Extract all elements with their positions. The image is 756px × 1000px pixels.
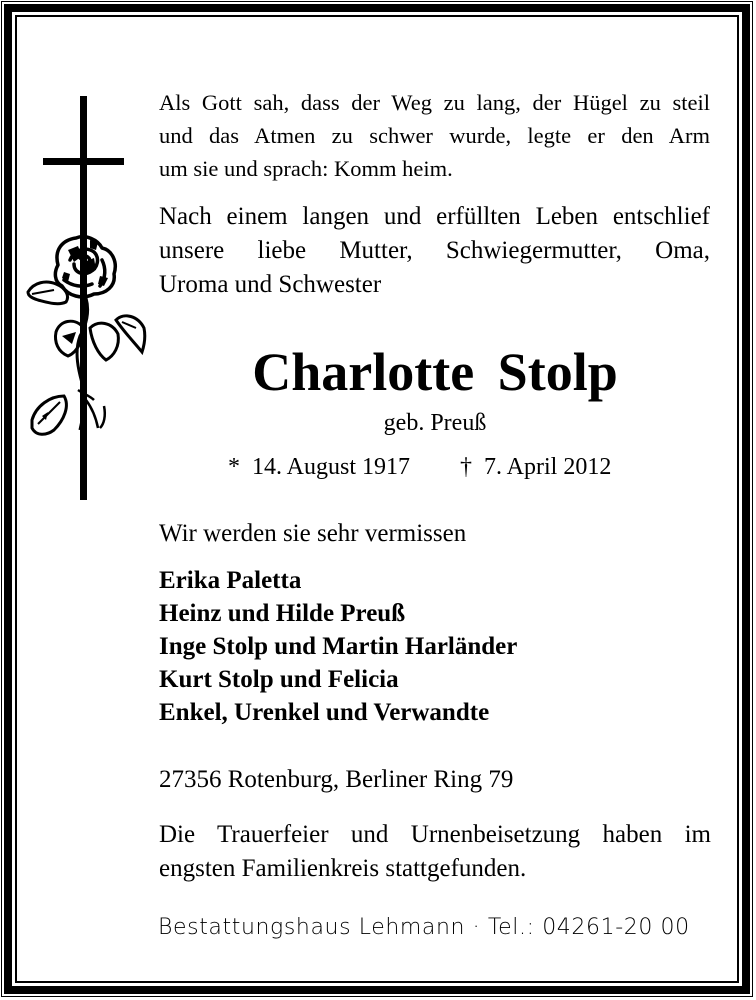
mourner: Kurt Stolp und Felicia (159, 666, 399, 693)
death-date: † 7. April 2012 (460, 454, 612, 480)
poem-line: Als Gott sah, dass der Weg zu lang, der Hügel zu steil (159, 90, 710, 115)
intro-line: Nach einem langen und erfüllten Leben entschlief (159, 203, 710, 230)
intro-text (159, 200, 710, 302)
poem-line: und das Atmen zu schwer wurde, legte er den Arm (159, 123, 710, 148)
address: 27356 Rotenburg, Berliner Ring 79 (159, 766, 514, 793)
poem-line: um sie und sprach: Komm heim. (159, 156, 453, 181)
deceased-name: Charlotte Stolp (252, 342, 618, 402)
maiden-name: geb. Preuß (383, 410, 487, 436)
poem-quote (159, 86, 710, 185)
mourner: Enkel, Urenkel und Verwandte (159, 699, 490, 726)
mourner: Inge Stolp und Martin Harländer (159, 633, 518, 660)
mourners-list (159, 564, 517, 729)
funeral-line: engsten Familienkreis stattgefunden. (159, 855, 527, 882)
mourner: Heinz und Hilde Preuß (159, 600, 406, 627)
funeral-info (159, 818, 711, 886)
undertaker-contact: Bestattungshaus Lehmann · Tel.: 04261-20 00 (158, 915, 690, 940)
cross-with-rose-icon (20, 90, 160, 510)
birth-date: * 14. August 1917 (228, 454, 411, 480)
intro-line: unsere liebe Mutter, Schwiegermutter, Oma, (159, 237, 710, 264)
farewell-text: Wir werden sie sehr vermissen (159, 520, 467, 547)
funeral-line: Die Trauerfeier und Urnenbeisetzung haben im (159, 821, 711, 848)
intro-line: Uroma und Schwester (159, 271, 382, 298)
mourner: Erika Paletta (159, 567, 302, 594)
